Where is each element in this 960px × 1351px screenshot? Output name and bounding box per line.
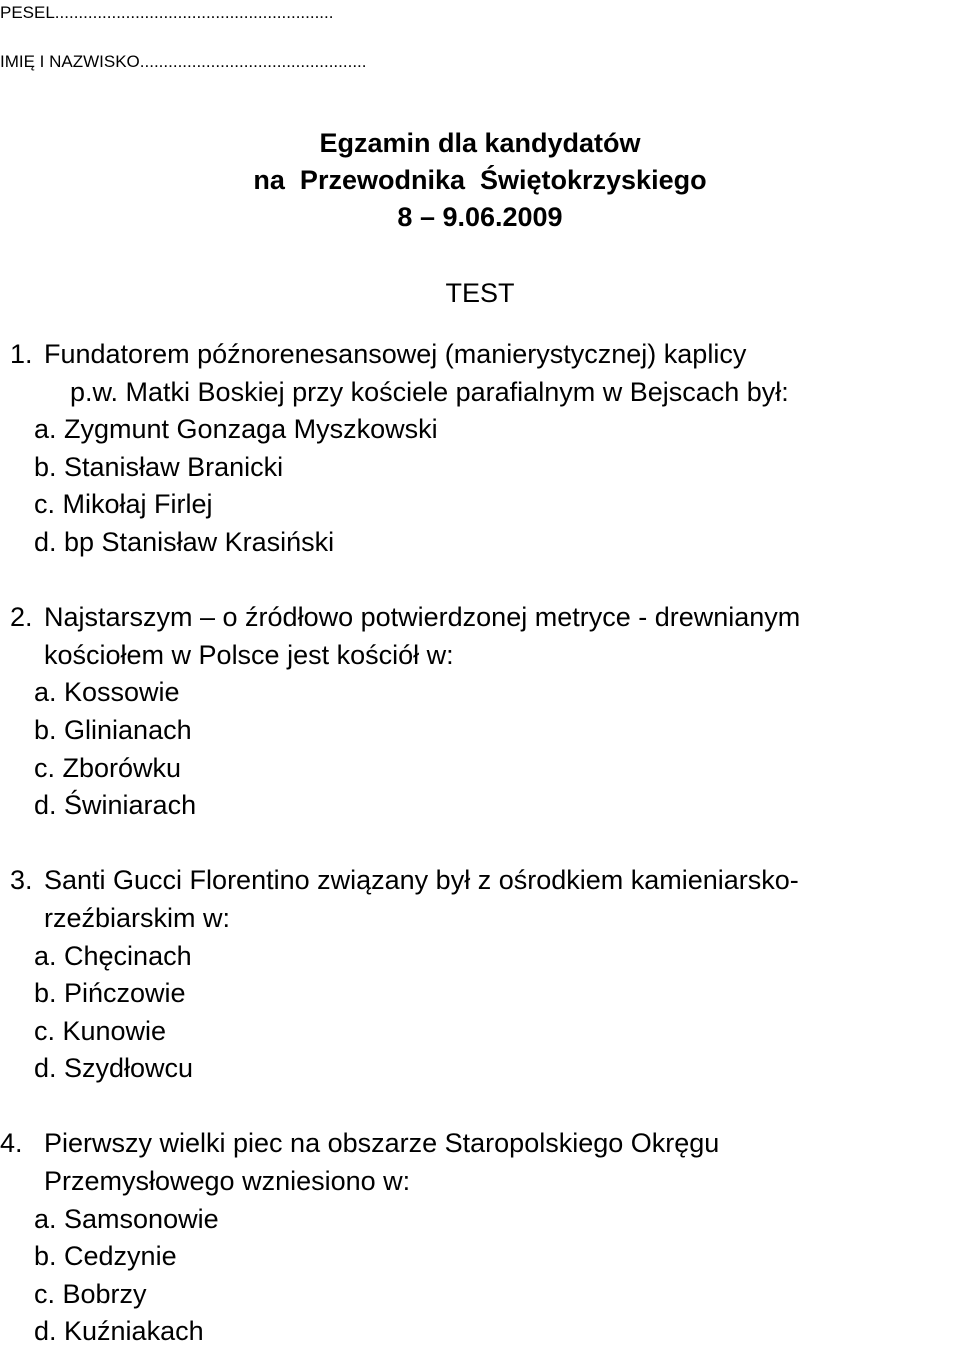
answer-option-d[interactable]: d. bp Stanisław Krasiński (34, 526, 335, 557)
question-list (0, 336, 960, 1351)
answer-option-a[interactable]: a. Kossowie (34, 677, 180, 708)
exam-header (0, 125, 960, 236)
question-stem-line: rzeźbiarskim w: (44, 902, 231, 933)
question-number: 4. (0, 1128, 23, 1159)
header-title-line-2: na Przewodnika Świętokrzyskiego (253, 165, 707, 195)
header-date: 8 – 9.06.2009 (397, 202, 563, 232)
name-field[interactable]: IMIĘ I NAZWISKO................................................ (0, 52, 367, 71)
test-label: TEST (445, 278, 515, 308)
answer-option-c[interactable]: c. Zborówku (34, 752, 182, 783)
answer-option-d[interactable]: d. Szydłowcu (34, 1053, 194, 1084)
question-2 (0, 599, 960, 825)
answer-option-b[interactable]: b. Glinianach (34, 714, 192, 745)
question-stem-line: p.w. Matki Boskiej przy kościele parafialnym w Bejscach był: (70, 376, 789, 407)
answer-option-a[interactable]: a. Zygmunt Gonzaga Myszkowski (34, 414, 438, 445)
answer-option-c[interactable]: c. Kunowie (34, 1015, 167, 1046)
question-1 (0, 336, 960, 562)
answer-option-a[interactable]: a. Chęcinach (34, 940, 192, 971)
question-stem-line: Najstarszym – o źródłowo potwierdzonej metryce - drewnianym (44, 602, 801, 633)
answer-option-d[interactable]: d. Świniarach (34, 790, 197, 821)
question-number: 3. (10, 865, 33, 896)
answer-option-b[interactable]: b. Cedzynie (34, 1241, 177, 1272)
question-stem-line: kościołem w Polsce jest kościół w: (44, 639, 454, 670)
answer-option-c[interactable]: c. Mikołaj Firlej (34, 489, 213, 520)
answer-option-b[interactable]: b. Stanisław Branicki (34, 451, 284, 482)
answer-option-c[interactable]: c. Bobrzy (34, 1278, 147, 1309)
answer-option-d[interactable]: d. Kuźniakach (34, 1316, 204, 1347)
question-number: 2. (10, 602, 33, 633)
answer-option-b[interactable]: b. Pińczowie (34, 978, 186, 1009)
answer-option-a[interactable]: a. Samsonowie (34, 1203, 219, 1234)
header-title-line-1: Egzamin dla kandydatów (319, 128, 641, 158)
question-stem-line: Przemysłowego wzniesiono w: (44, 1166, 411, 1197)
pesel-field[interactable]: PESEL........................................................... (0, 3, 334, 22)
question-stem-line: Fundatorem późnorenesansowej (manierystycznej) kaplicy (44, 339, 747, 369)
question-3 (0, 862, 960, 1088)
question-number: 1. (10, 339, 33, 369)
question-stem-line: Santi Gucci Florentino związany był z ośrodkiem kamieniarsko- (44, 865, 799, 896)
question-stem-line: Pierwszy wielki piec na obszarze Staropolskiego Okręgu (44, 1128, 720, 1159)
question-4 (0, 1125, 960, 1351)
